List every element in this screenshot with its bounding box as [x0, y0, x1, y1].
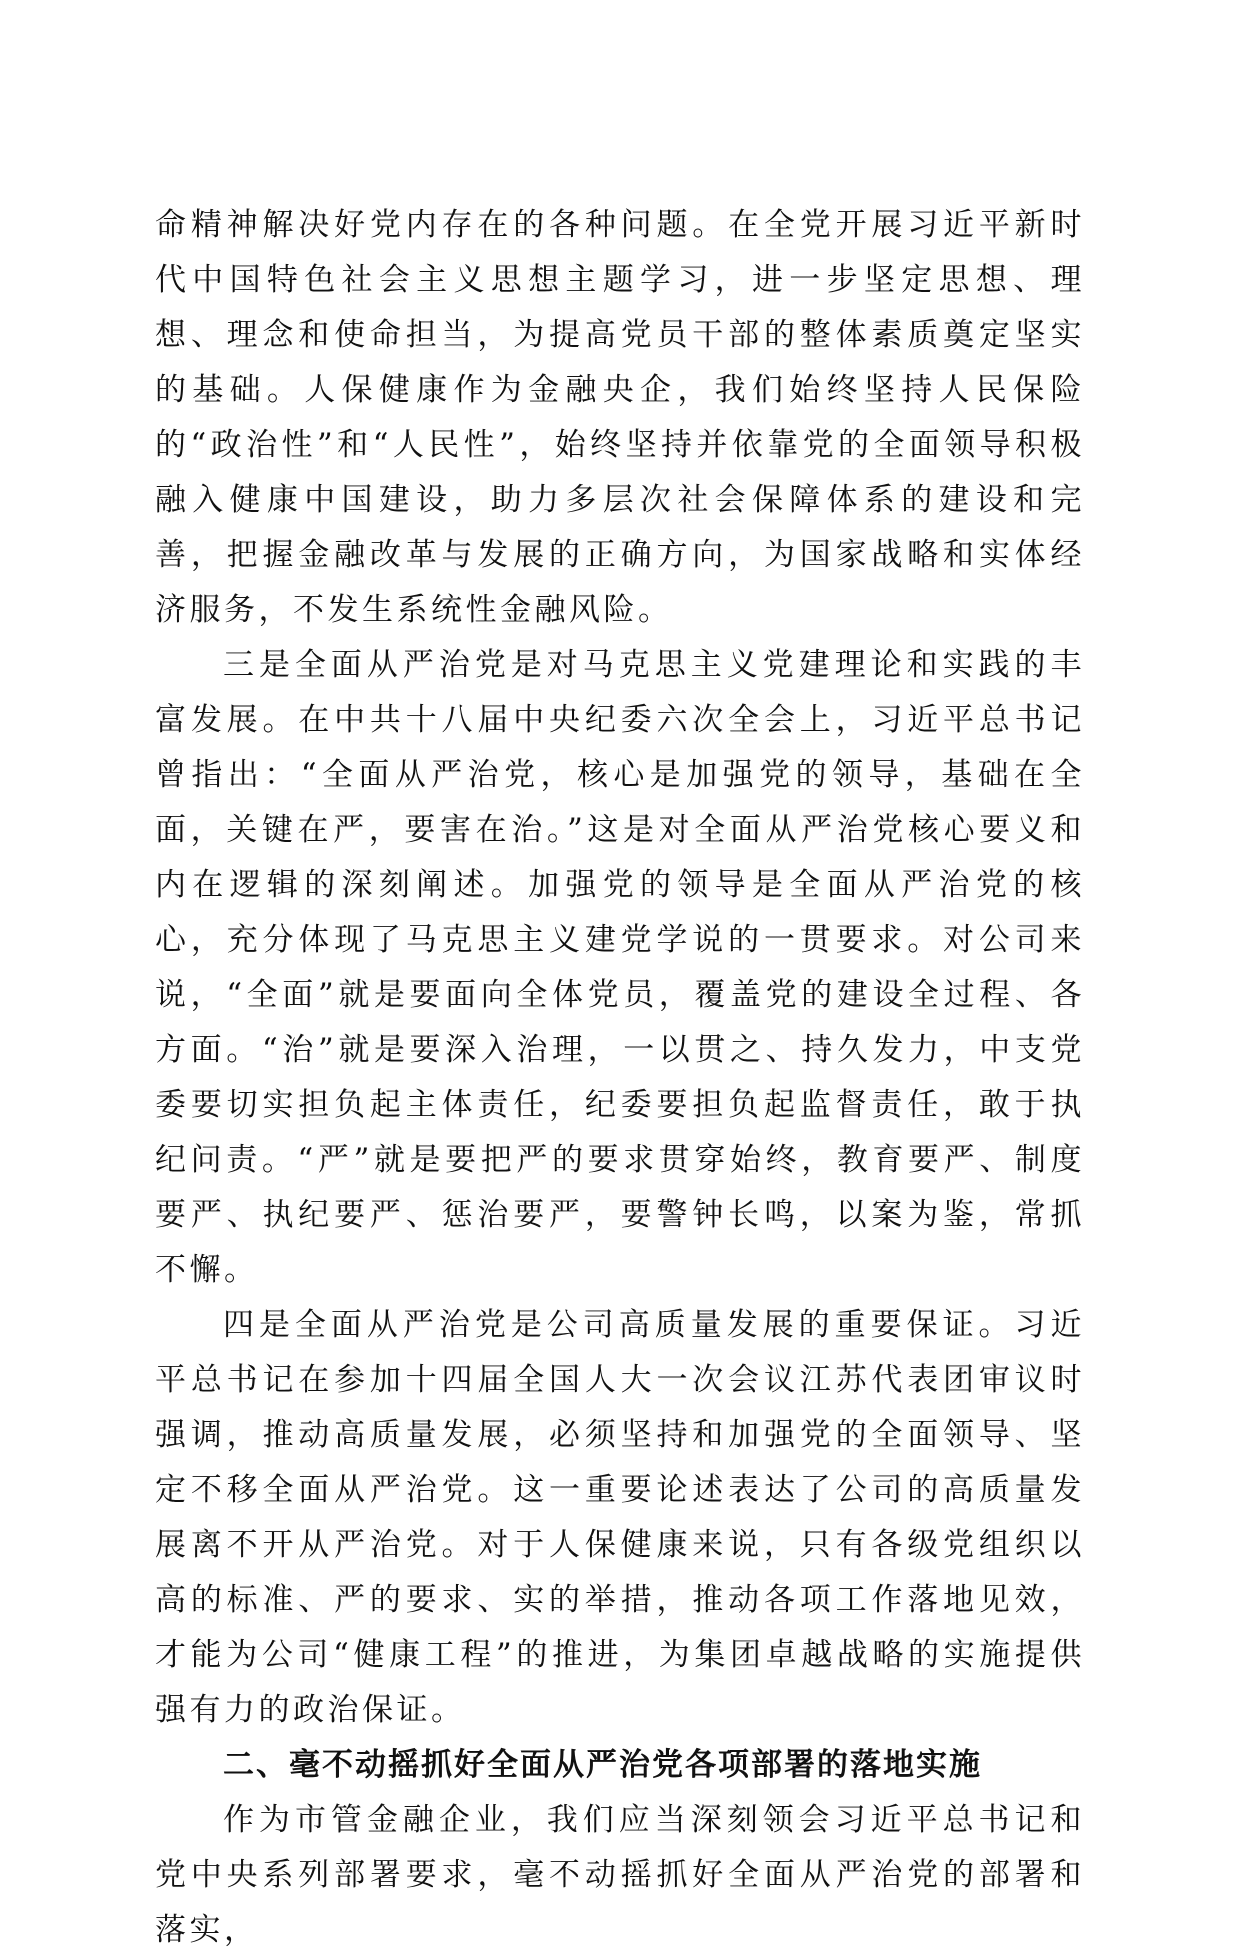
document-body [155, 198, 1085, 1958]
paragraph-section-two-intro: 作为市管金融企业，我们应当深刻领会习近平总书记和党中央系列部署要求，毫不动摇抓好全面从严治党的部署和落实， [155, 1802, 1085, 1948]
paragraph-continuation: 命精神解决好党内存在的各种问题。在全党开展习近平新时代中国特色社会主义思想主题学习，进一步坚定思想、理想、理念和使命担当，为提高党员干部的整体素质奠定坚实的基础。人保健康作为金融央企，我们始终坚持人民保险的“政治性”和“人民性”，始终坚持并依靠党的全面领导积极融入健康中国建设，助力多层次社会保障体系的建设和完善，把握金融改革与发展的正确方向，为国家战略和实体经济服务，不发生系统性金融风险。 [155, 207, 1085, 628]
paragraph-point-four: 四是全面从严治党是公司高质量发展的重要保证。习近平总书记在参加十四届全国人大一次会议江苏代表团审议时强调，推动高质量发展，必须坚持和加强党的全面领导、坚定不移全面从严治党。这一重要论述表达了公司的高质量发展离不开从严治党。对于人保健康来说，只有各级党组织以高的标准、严的要求、实的举措，推动各项工作落地见效，才能为公司“健康工程”的推进，为集团卓越战略的实施提供强有力的政治保证。 [155, 1307, 1085, 1728]
paragraph-point-three: 三是全面从严治党是对马克思主义党建理论和实践的丰富发展。在中共十八届中央纪委六次全会上，习近平总书记曾指出：“全面从严治党，核心是加强党的领导，基础在全面，关键在严，要害在治。”这是对全面从严治党核心要义和内在逻辑的深刻阐述。加强党的领导是全面从严治党的核心，充分体现了马克思主义建党学说的一贯要求。对公司来说，“全面”就是要面向全体党员，覆盖党的建设全过程、各方面。“治”就是要深入治理，一以贯之、持久发力，中支党委要切实担负起主体责任，纪委要担负起监督责任，敢于执纪问责。“严”就是要把严的要求贯穿始终，教育要严、制度要严、执纪要严、惩治要严，要警钟长鸣，以案为鉴，常抓不懈。 [155, 647, 1085, 1288]
section-heading-two: 二、毫不动摇抓好全面从严治党各项部署的落地实施 [223, 1747, 982, 1783]
